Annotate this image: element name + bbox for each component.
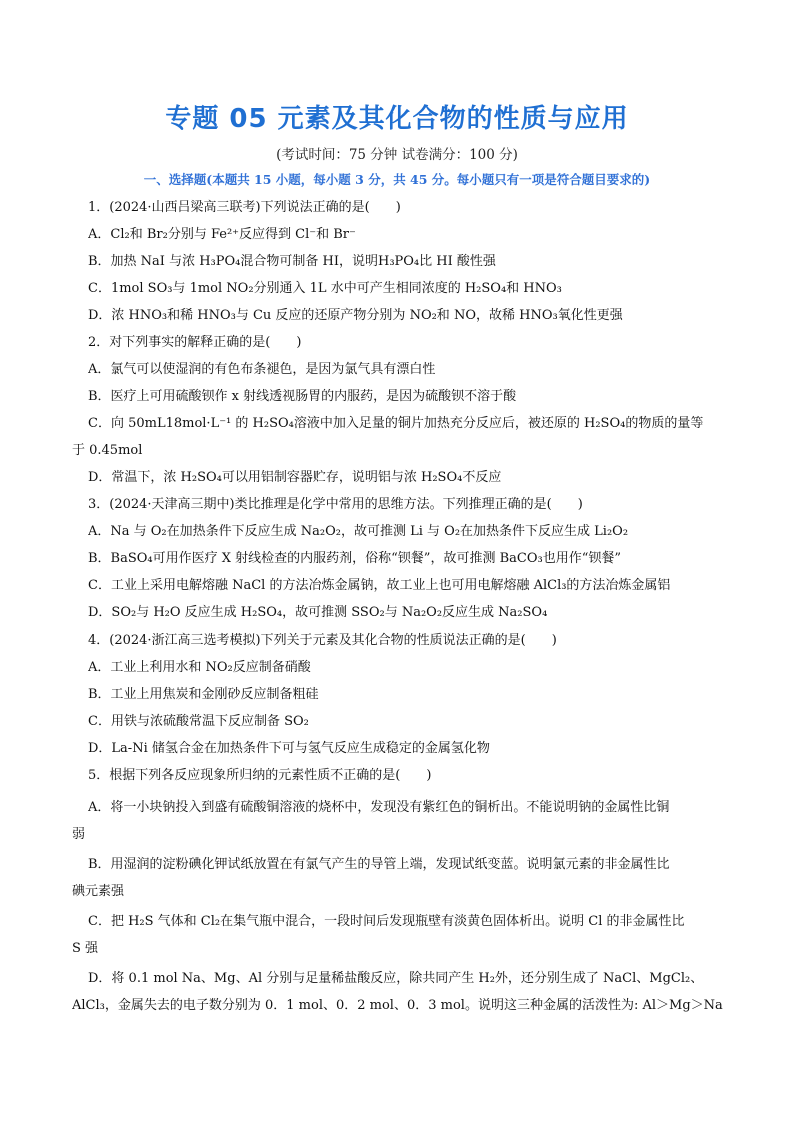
question-option: B．用湿润的淀粉碘化钾试纸放置在有氯气产生的导管上端，发现试纸变蓝。说明氯元素的非金属性比 <box>88 857 670 872</box>
question-option-continued: 于 0.45mol <box>72 443 143 458</box>
question-option: D．将 0.1 mol Na、Mg、Al 分别与足量稀盐酸反应，除共同产生 H₂外，还分别生成了 NaCl、MgCl₂、 <box>88 971 704 986</box>
page-title: 专题 05 元素及其化合物的性质与应用 <box>165 104 629 134</box>
question-option: C．向 50mL18mol·L⁻¹ 的 H₂SO₄溶液中加入足量的铜片加热充分反应后，被还原的 H₂SO₄的物质的量等 <box>88 416 704 431</box>
question-option: D．La-Ni 储氢合金在加热条件下可与氢气反应生成稳定的金属氢化物 <box>88 741 490 756</box>
question-option: B．加热 NaI 与浓 H₃PO₄混合物可制备 HI，说明H₃PO₄比 HI 酸性强 <box>88 254 496 269</box>
question-option: D．浓 HNO₃和稀 HNO₃与 Cu 反应的还原产物分别为 NO₂和 NO，故稀 HNO₃氧化性更强 <box>88 308 623 323</box>
question-option: C．1mol SO₃与 1mol NO₂分别通入 1L 水中可产生相同浓度的 H₂SO₄和 HNO₃ <box>88 281 562 296</box>
question-option-continued: 碘元素强 <box>72 884 125 899</box>
question-option: C．工业上采用电解熔融 NaCl 的方法冶炼金属钠，故工业上也可用电解熔融 AlCl₃的方法冶炼金属铝 <box>88 578 671 593</box>
question-option: A．氯气可以使湿润的有色布条褪色，是因为氯气具有漂白性 <box>88 362 436 377</box>
question-option-continued: S 强 <box>72 941 99 956</box>
question-option: D．常温下，浓 H₂SO₄可以用铝制容器贮存，说明铝与浓 H₂SO₄不反应 <box>88 470 502 485</box>
question-option: C．把 H₂S 气体和 Cl₂在集气瓶中混合，一段时间后发现瓶壁有淡黄色固体析出。说明 Cl 的非金属性比 <box>88 914 685 929</box>
question-stem: 2．对下列事实的解释正确的是( ) <box>88 335 302 350</box>
question-option: A．将一小块钠投入到盛有硫酸铜溶液的烧杯中，发现没有紫红色的铜析出。不能说明钠的金属性比铜 <box>88 800 670 815</box>
section-heading: 一、选择题(本题共 15 小题，每小题 3 分，共 45 分。每小题只有一项是符合题目要求的) <box>143 172 651 187</box>
question-option-continued: AlCl₃，金属失去的电子数分别为 0．1 mol、0．2 mol、0．3 mol。说明这三种金属的活泼性为: Al＞Mg＞Na <box>72 998 723 1013</box>
question-stem: 5．根据下列各反应现象所归纳的元素性质不正确的是( ) <box>88 768 432 783</box>
question-option: A．工业上利用水和 NO₂反应制备硝酸 <box>88 660 311 675</box>
question-stem: 1．(2024·山西吕梁高三联考)下列说法正确的是( ) <box>88 200 401 215</box>
exam-info: (考试时间：75 分钟 试卷满分：100 分) <box>276 147 518 163</box>
question-option: D．SO₂与 H₂O 反应生成 H₂SO₄，故可推测 SSO₂与 Na₂O₂反应生成 Na₂SO₄ <box>88 605 548 620</box>
question-stem: 4．(2024·浙江高三选考模拟)下列关于元素及其化合物的性质说法正确的是( ) <box>88 633 557 648</box>
question-option-continued: 弱 <box>72 827 86 842</box>
question-option: A．Na 与 O₂在加热条件下反应生成 Na₂O₂，故可推测 Li 与 O₂在加热条件下反应生成 Li₂O₂ <box>88 524 629 539</box>
question-option: B．BaSO₄可用作医疗 X 射线检查的内服药剂，俗称“钡餐”，故可推测 BaCO₃也用作“钡餐” <box>88 551 621 566</box>
question-stem: 3．(2024·天津高三期中)类比推理是化学中常用的思维方法。下列推理正确的是( ) <box>88 497 583 512</box>
question-option: C．用铁与浓硫酸常温下反应制备 SO₂ <box>88 714 309 729</box>
question-option: B．医疗上可用硫酸钡作 x 射线透视肠胃的内服药，是因为硫酸钡不溶于酸 <box>88 389 517 404</box>
question-option: A．Cl₂和 Br₂分别与 Fe²⁺反应得到 Cl⁻和 Br⁻ <box>88 227 356 242</box>
question-option: B．工业上用焦炭和金刚砂反应制备粗硅 <box>88 687 319 702</box>
